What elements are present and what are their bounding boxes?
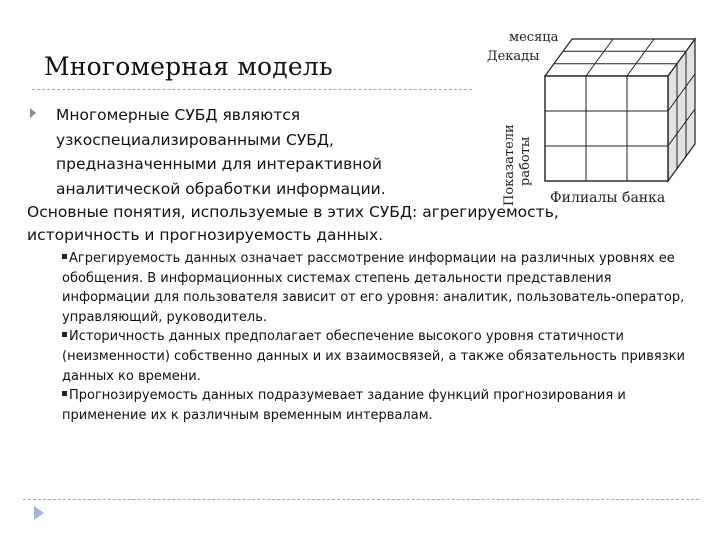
sub-item-text: Прогнозируемость данных подразумевает задание функций прогнозирования и применение их к различным временным интервалам. bbox=[62, 388, 626, 423]
triangle-bullet-icon bbox=[30, 108, 36, 118]
bullet-item bbox=[30, 103, 460, 201]
footer-divider bbox=[23, 499, 699, 500]
sub-item-text: Агрегируемость данных означает рассмотрение информации на различных уровнях ее обобщения. В информационных системах степень детальности представления информации для пользователя зависит от его уровня: аналитик, пользователь-оператор, управляющий, руководитель. bbox=[62, 251, 685, 325]
sub-item-historicity bbox=[62, 327, 702, 386]
slide-title: Многомерная модель bbox=[44, 52, 333, 81]
square-bullet-icon bbox=[62, 391, 67, 396]
olap-cube-diagram bbox=[480, 20, 720, 220]
label-decades: Декады bbox=[487, 49, 540, 64]
square-bullet-icon bbox=[62, 332, 67, 337]
sub-item-text: Историчность данных предполагает обеспечение высокого уровня статичности (неизменности) собственно данных и их взаимосвязей, а также обязательность привязки данных ко времени. bbox=[62, 329, 685, 384]
label-indicators-line1: Показатели bbox=[502, 124, 517, 206]
bullet-text: Многомерные СУБД являются узкоспециализированными СУБД, предназначенными для интерактивной аналитической обработки информации. bbox=[56, 106, 386, 198]
square-bullet-icon bbox=[62, 254, 67, 259]
main-paragraph: Основные понятия, используемые в этих СУБД: агрегируемость, историчность и прогнозируемость данных. bbox=[27, 203, 559, 244]
sub-item-list bbox=[62, 249, 702, 425]
next-slide-arrow-icon bbox=[34, 506, 44, 520]
label-indicators bbox=[478, 98, 548, 208]
title-divider bbox=[32, 89, 472, 90]
sub-item-predictability bbox=[62, 386, 702, 425]
label-months: месяца bbox=[509, 30, 559, 45]
label-branches: Филиалы банка bbox=[550, 190, 666, 206]
sub-item-aggregation bbox=[62, 249, 702, 327]
label-indicators-line2: работы bbox=[518, 136, 533, 186]
